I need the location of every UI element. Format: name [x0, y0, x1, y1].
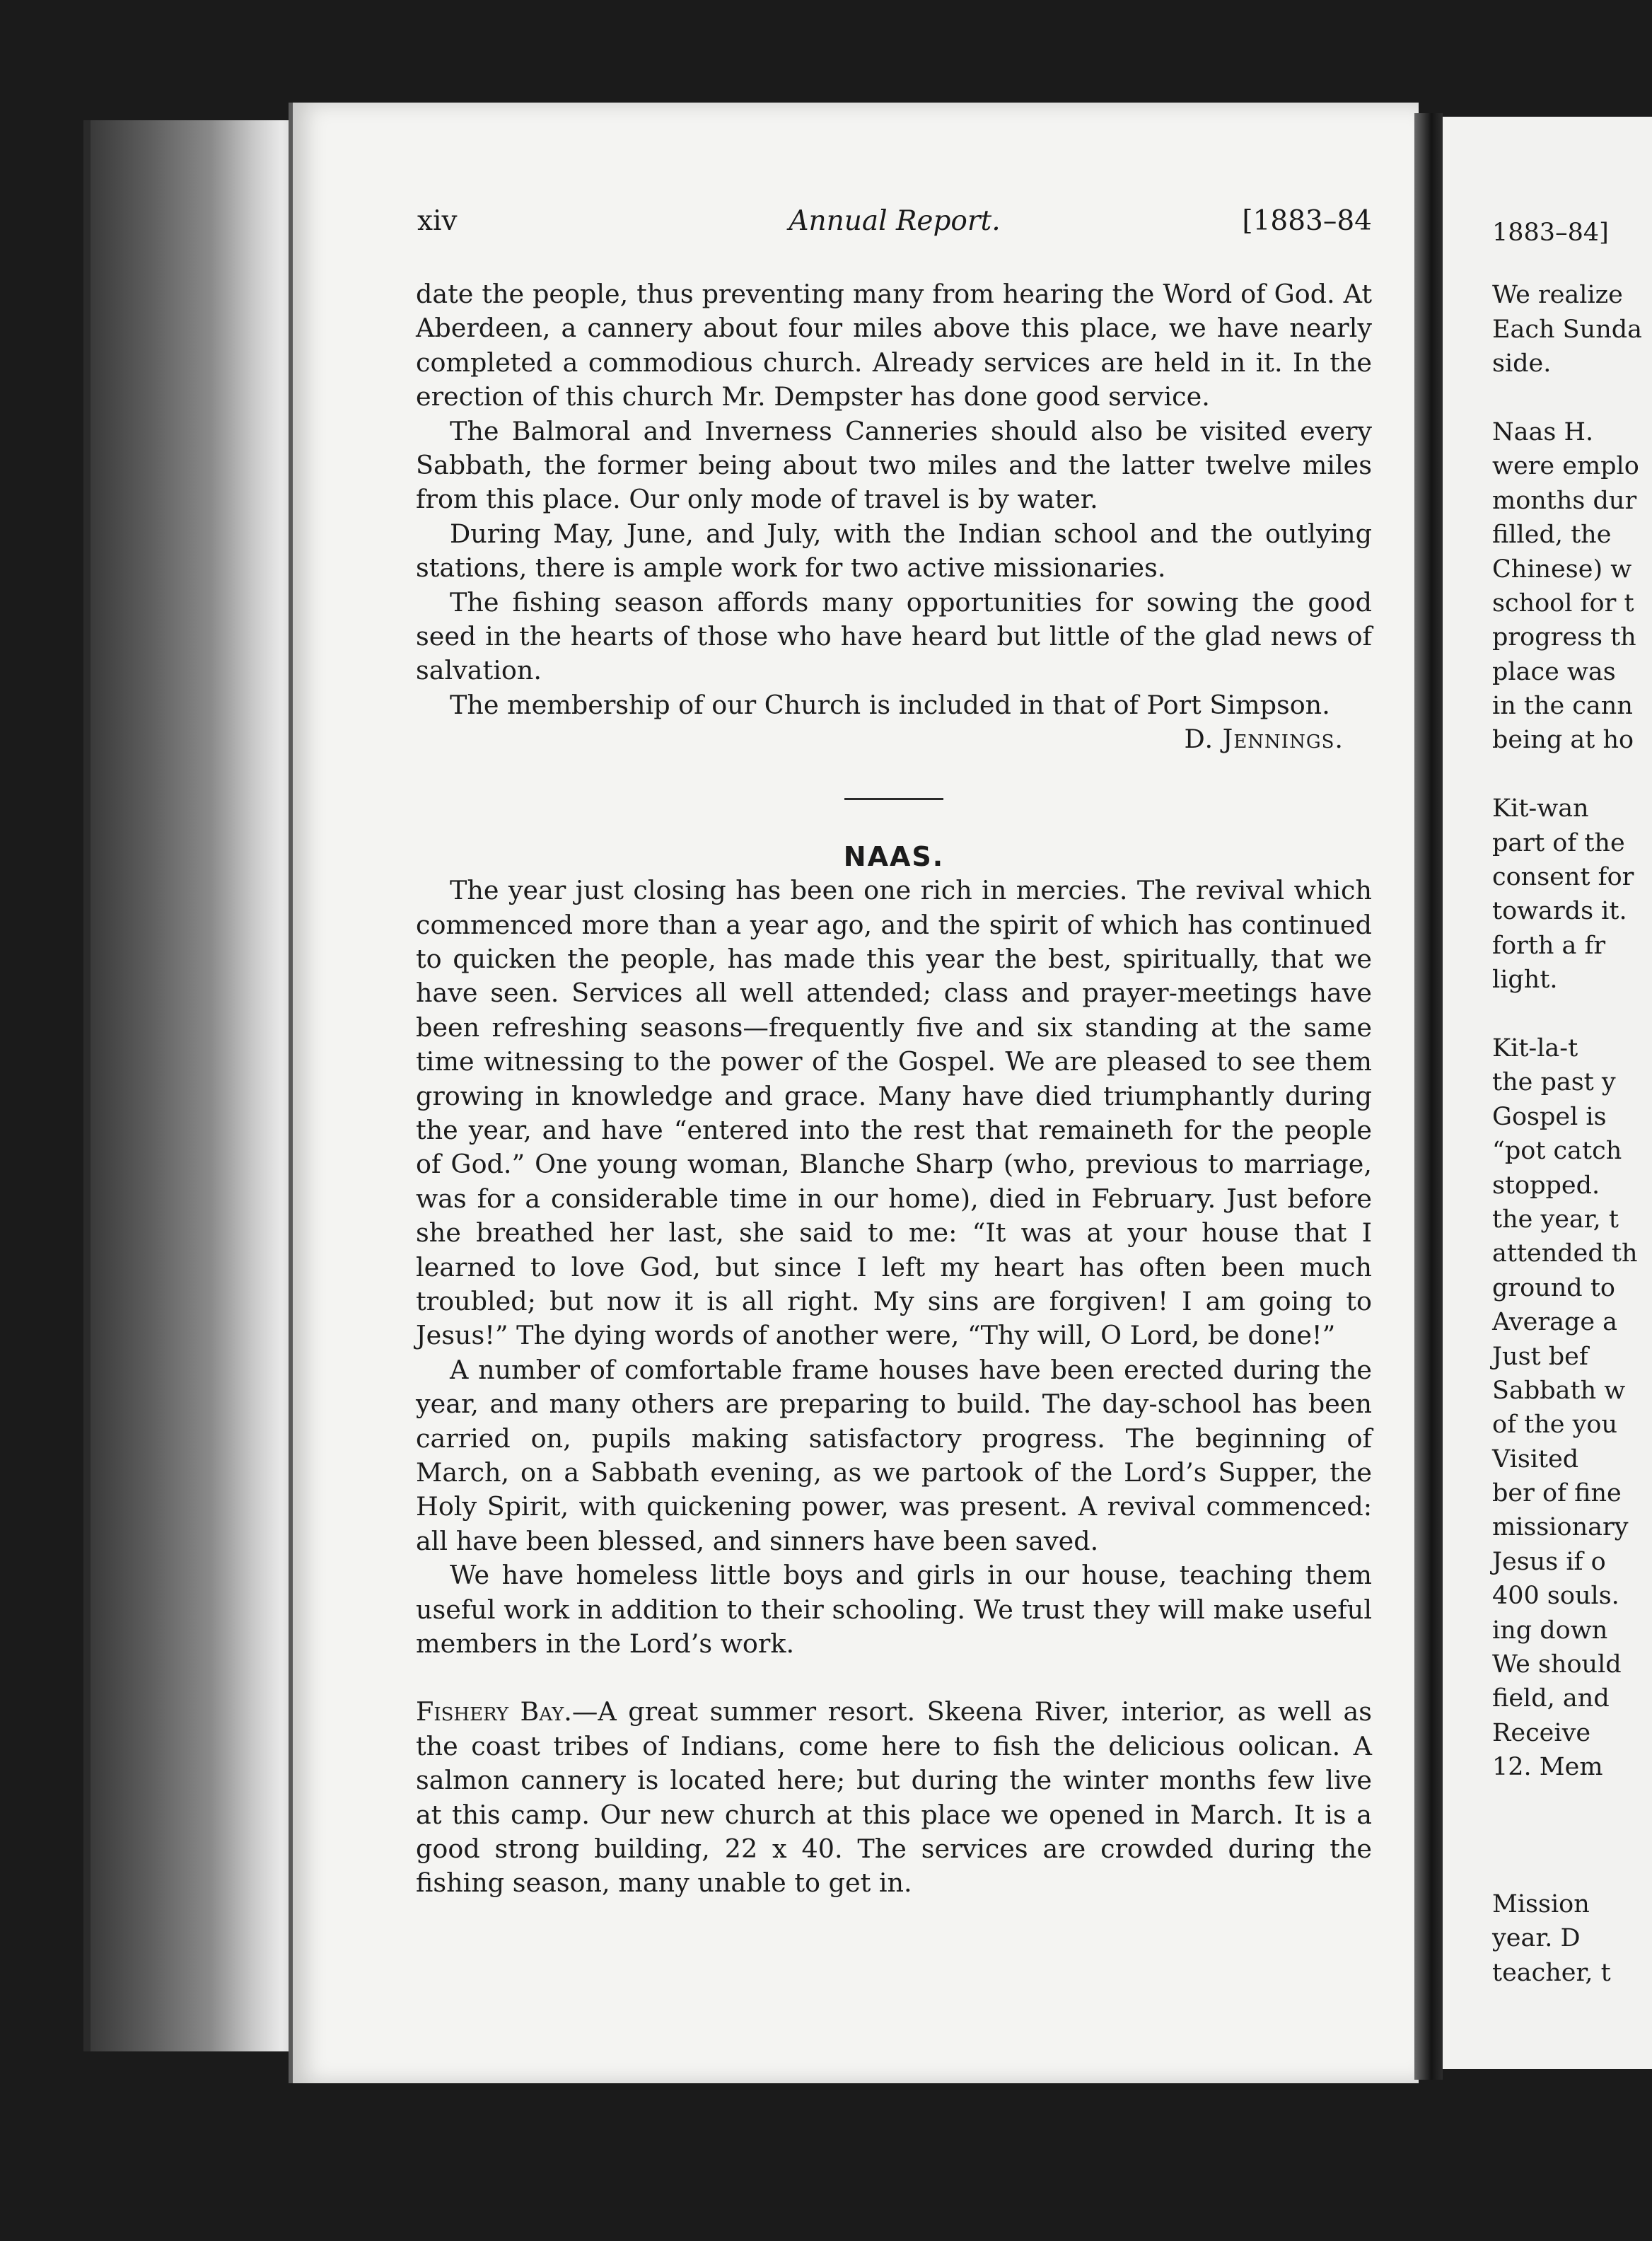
right-line-fragment: towards it.	[1492, 897, 1627, 926]
right-line-fragment: consent for	[1492, 863, 1634, 892]
signature: D. Jennings.	[1184, 724, 1344, 755]
right-line-fragment: ing down	[1492, 1616, 1608, 1645]
right-line-fragment: the year, t	[1492, 1205, 1619, 1234]
right-line-fragment: Just bef	[1492, 1342, 1588, 1371]
right-line-fragment: filled, the	[1492, 521, 1612, 550]
right-line-fragment: the past y	[1492, 1068, 1616, 1097]
right-line-fragment: Each Sunda	[1492, 315, 1643, 344]
right-line-fragment: field, and	[1492, 1684, 1610, 1713]
paragraph-naas-children: We have homeless little boys and girls in our house, teaching them useful work in addition to their schooling. We trust they will make useful members in the Lord’s work.	[416, 1560, 1372, 1660]
page-gutter	[1414, 113, 1443, 2080]
running-head	[417, 205, 1372, 248]
right-line-fragment: Average a	[1492, 1308, 1618, 1337]
right-line-fragment	[1492, 381, 1652, 415]
right-line-fragment: Gospel is	[1492, 1102, 1607, 1131]
right-line-fragment: “pot catch	[1492, 1137, 1622, 1166]
right-page-text	[1492, 216, 1652, 1987]
right-line-fragment: in the cann	[1492, 692, 1633, 721]
paragraph-fishery-bay	[416, 1695, 1372, 1900]
fishery-bay-text: —A great summer resort. Skeena River, interior, as well as the coast tribes of Indians, come here to fish the delicious oolican. A salmon cannery is located here; but during the winter months few live at this camp. Our new church at this place we opened in March. It is a good strong building, 22 x 40. The services are crowded during the fishing season, many unable to get in.	[416, 1696, 1372, 1899]
right-line-fragment: Mission	[1492, 1889, 1590, 1918]
right-line-fragment: Naas H.	[1492, 417, 1594, 446]
paragraph-aberdeen: date the people, thus preventing many from hearing the Word of God. At Aberdeen, a cannery about four miles above this place, we have nearly completed a commodious church. Already services are held in it. In the erection of this church Mr. Dempster has done good service.	[416, 279, 1372, 412]
running-year: [1883–84	[1242, 205, 1372, 237]
paragraph-fishing-season: The fishing season affords many opportunities for sowing the good seed in the hearts of those who have heard but little of the glad news of salvation.	[416, 586, 1372, 686]
right-line-fragment: Sabbath w	[1492, 1376, 1626, 1405]
right-line-fragment: teacher, t	[1492, 1958, 1611, 1987]
right-line-fragment: 12. Mem	[1492, 1753, 1603, 1782]
book-spine-edge	[83, 120, 296, 2051]
right-running-year: 1883–84]	[1492, 219, 1609, 247]
right-line-fragment: progress th	[1492, 623, 1636, 652]
right-line-fragment	[1492, 758, 1652, 792]
section-rule	[844, 798, 943, 800]
right-line-fragment: light.	[1492, 966, 1558, 995]
right-line-fragment: months dur	[1492, 486, 1637, 515]
right-line-fragment	[1492, 1819, 1652, 1853]
right-line-fragment: Jesus if o	[1492, 1547, 1606, 1576]
right-line-fragment: place was	[1492, 657, 1616, 686]
paragraph-canneries: The Balmoral and Inverness Canneries should also be visited every Sabbath, the former being about two miles and the latter twelve miles from this place. Our only mode of travel is by water.	[416, 415, 1372, 515]
right-line-fragment	[1492, 1785, 1652, 1819]
right-line-fragment: ber of fine	[1492, 1479, 1622, 1508]
right-line-fragment: were emplo	[1492, 452, 1639, 481]
right-line-fragment: of the you	[1492, 1411, 1617, 1440]
right-line-fragment: Kit-wan	[1492, 794, 1589, 823]
running-title: Annual Report.	[789, 205, 1001, 237]
right-line-fragment: We realize	[1492, 281, 1623, 310]
right-line-fragment: ground to	[1492, 1273, 1615, 1302]
left-page-text	[416, 277, 1372, 1901]
right-line-fragment: Visited	[1492, 1444, 1579, 1473]
right-line-fragment: forth a fr	[1492, 931, 1606, 960]
right-line-fragment: stopped.	[1492, 1171, 1600, 1200]
page-folio: xiv	[417, 205, 458, 237]
paragraph-naas-revival: The year just closing has been one rich in mercies. The revival which commenced more than a year ago, and the spirit of which has continued to quicken the people, has made this year the best, spiritually, that we have seen. Services all well attended; class and prayer-meetings have been refreshing seasons—frequently five and six standing at the same time witnessing to the power of the Gospel. We are pleased to see them growing in knowledge and grace. Many have died triumphantly during the year, and have “entered into the rest that remaineth for the people of God.” One young woman, Blanche Sharp (who, previous to marriage, was for a considerable time in our home), died in February. Just before she breathed her last, she said to me: “It was at your house that I learned to love God, but since I left my heart has often been much troubled; but now it is all right. My sins are forgiven! I am going to Jesus!” The dying words of another were, “Thy will, O Lord, be done!”	[416, 875, 1372, 1351]
right-line-fragment: We should	[1492, 1650, 1622, 1679]
section-heading-naas: NAAS.	[843, 840, 945, 872]
right-line-fragment: side.	[1492, 349, 1552, 378]
right-line-fragment	[1492, 1853, 1652, 1887]
right-line-fragment: Chinese) w	[1492, 555, 1632, 584]
right-line-fragment: year. D	[1492, 1924, 1581, 1953]
fishery-bay-lead: Fishery Bay.	[416, 1696, 572, 1727]
right-line-fragment: 400 souls.	[1492, 1582, 1619, 1611]
right-line-fragment: Receive	[1492, 1718, 1591, 1747]
right-line-fragment: part of the	[1492, 828, 1625, 857]
right-page	[1443, 117, 1652, 2069]
right-line-fragment: being at ho	[1492, 726, 1634, 755]
paragraph-membership: The membership of our Church is included in that of Port Simpson.	[450, 689, 1330, 720]
right-line-fragment	[1492, 997, 1652, 1031]
paragraph-naas-houses: A number of comfortable frame houses have been erected during the year, and many others are preparing to build. The day-school has been carried on, pupils making satisfactory progress. The beginning of March, on a Sabbath evening, as we partook of the Lord’s Supper, the Holy Spirit, with quickening power, was present. A revival commenced: all have been blessed, and sinners have been saved.	[416, 1354, 1372, 1556]
right-line-fragment: Kit-la-t	[1492, 1033, 1578, 1062]
right-line-fragments	[1492, 278, 1652, 1987]
right-line-fragment: school for t	[1492, 589, 1634, 618]
right-line-fragment: attended th	[1492, 1239, 1638, 1268]
right-line-fragment: missionary	[1492, 1513, 1629, 1542]
paragraph-missionaries: During May, June, and July, with the Indian school and the outlying stations, there is ample work for two active missionaries.	[416, 518, 1372, 584]
